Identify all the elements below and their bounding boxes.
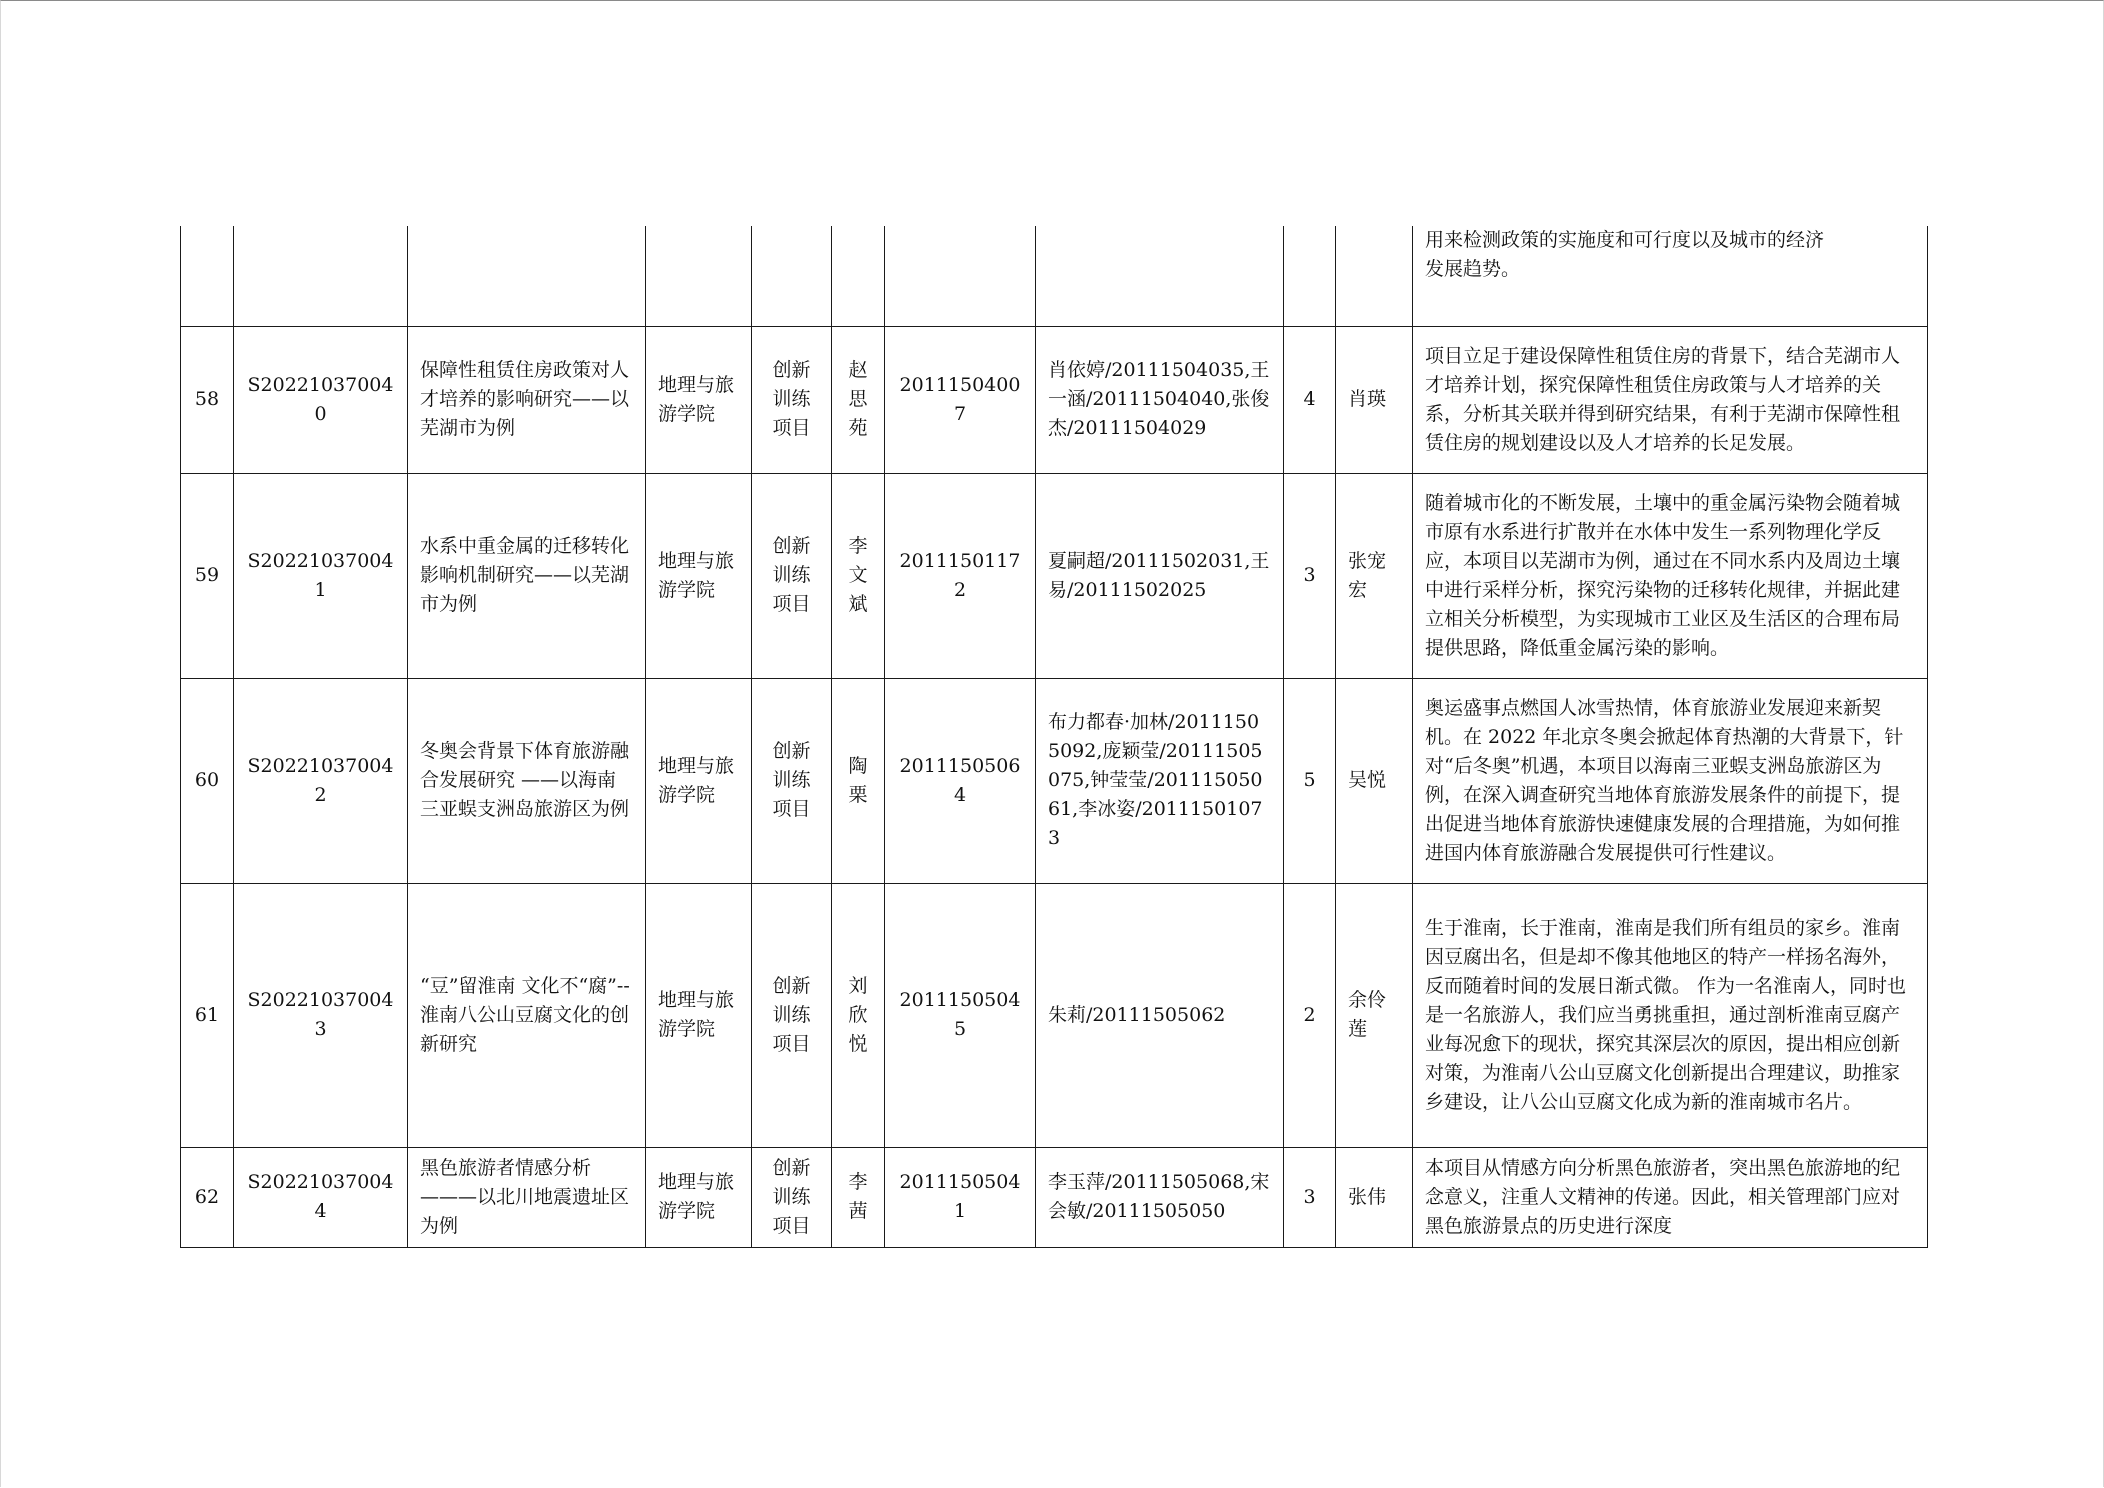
table-row (181, 326, 1928, 473)
project-type: 创新训练项目 (752, 1147, 832, 1247)
table-row (181, 1147, 1928, 1247)
members: 肖依婷/20111504035,王一涵/20111504040,张俊杰/20111504029 (1036, 326, 1284, 473)
college: 地理与旅游学院 (646, 883, 752, 1147)
project-type: 创新训练项目 (752, 326, 832, 473)
cell-empty (832, 226, 885, 326)
members: 夏嗣超/20111502031,王易/20111502025 (1036, 473, 1284, 678)
project-title: 黑色旅游者情感分析———以北川地震遗址区为例 (408, 1147, 646, 1247)
leader-name: 李文斌 (832, 473, 885, 678)
project-title: “豆”留淮南 文化不“腐”--淮南八公山豆腐文化的创新研究 (408, 883, 646, 1147)
cell-empty (1336, 226, 1413, 326)
leader-name: 刘欣悦 (832, 883, 885, 1147)
college: 地理与旅游学院 (646, 473, 752, 678)
leader-name: 赵思苑 (832, 326, 885, 473)
row-number: 59 (181, 473, 234, 678)
advisor: 肖瑛 (1336, 326, 1413, 473)
project-code: S202210370040 (234, 326, 408, 473)
cell-empty (752, 226, 832, 326)
row-number: 58 (181, 326, 234, 473)
project-title: 保障性租赁住房政策对人才培养的影响研究——以芜湖市为例 (408, 326, 646, 473)
project-summary: 项目立足于建设保障性租赁住房的背景下，结合芜湖市人才培养计划，探究保障性租赁住房政策与人才培养的关系，分析其关联并得到研究结果，有利于芜湖市保障性租赁住房的规划建设以及人才培养的长足发展。 (1413, 326, 1928, 473)
project-code: S202210370042 (234, 678, 408, 883)
advisor: 张宠宏 (1336, 473, 1413, 678)
project-code: S202210370041 (234, 473, 408, 678)
cell-empty (885, 226, 1036, 326)
leader-id: 20111505041 (885, 1147, 1036, 1247)
project-code: S202210370044 (234, 1147, 408, 1247)
member-count: 3 (1284, 473, 1336, 678)
row-number: 60 (181, 678, 234, 883)
advisor: 余伶莲 (1336, 883, 1413, 1147)
project-table (180, 226, 1928, 1248)
cell-empty (646, 226, 752, 326)
leader-id: 20111501172 (885, 473, 1036, 678)
leader-name: 李茜 (832, 1147, 885, 1247)
project-type: 创新训练项目 (752, 883, 832, 1147)
project-type: 创新训练项目 (752, 678, 832, 883)
project-type: 创新训练项目 (752, 473, 832, 678)
cell-empty (181, 226, 234, 326)
project-code: S202210370043 (234, 883, 408, 1147)
leader-name: 陶栗 (832, 678, 885, 883)
advisor: 吴悦 (1336, 678, 1413, 883)
leader-id: 20111505045 (885, 883, 1036, 1147)
summary-line: 发展趋势。 (1425, 258, 1521, 280)
member-count: 4 (1284, 326, 1336, 473)
row-number: 61 (181, 883, 234, 1147)
cell-empty (1036, 226, 1284, 326)
leader-id: 20111505064 (885, 678, 1036, 883)
table-row (181, 678, 1928, 883)
member-count: 2 (1284, 883, 1336, 1147)
project-summary: 生于淮南，长于淮南，淮南是我们所有组员的家乡。淮南因豆腐出名，但是却不像其他地区的特产一样扬名海外， 反而随着时间的发展日渐式微。 作为一名淮南人，同时也是一名旅游人，我们应当勇挑重担，通过剖析淮南豆腐产业每况愈下的现状，探究其深层次的原因，提出相应创新对策，为淮南八公山豆腐文化创新提出合理建议，助推家乡建设，让八公山豆腐文化成为新的淮南城市名片。 (1413, 883, 1928, 1147)
leader-id: 20111504007 (885, 326, 1036, 473)
table-row (181, 473, 1928, 678)
project-summary: 本项目从情感方向分析黑色旅游者，突出黑色旅游地的纪念意义，注重人文精神的传递。因此，相关管理部门应对黑色旅游景点的历史进行深度 (1413, 1147, 1928, 1247)
table-row (181, 883, 1928, 1147)
members: 李玉萍/20111505068,宋会敏/20111505050 (1036, 1147, 1284, 1247)
cell-empty (408, 226, 646, 326)
advisor: 张伟 (1336, 1147, 1413, 1247)
project-title: 水系中重金属的迁移转化影响机制研究——以芜湖市为例 (408, 473, 646, 678)
member-count: 5 (1284, 678, 1336, 883)
members: 朱莉/20111505062 (1036, 883, 1284, 1147)
summary-line: 用来检测政策的实施度和可行度以及城市的经济 (1425, 229, 1825, 251)
project-summary: 奥运盛事点燃国人冰雪热情，体育旅游业发展迎来新契机。在 2022 年北京冬奥会掀起体育热潮的大背景下，针对“后冬奥”机遇，本项目以海南三亚蜈支洲岛旅游区为例，在深入调查研究当地体育旅游发展条件的前提下，提出促进当地体育旅游快速健康发展的合理措施，为如何推进国内体育旅游融合发展提供可行性建议。 (1413, 678, 1928, 883)
member-count: 3 (1284, 1147, 1336, 1247)
college: 地理与旅游学院 (646, 678, 752, 883)
cell-empty (1284, 226, 1336, 326)
table-row-continuation (181, 226, 1928, 326)
college: 地理与旅游学院 (646, 326, 752, 473)
project-summary: 随着城市化的不断发展，土壤中的重金属污染物会随着城市原有水系进行扩散并在水体中发生一系列物理化学反应，本项目以芜湖市为例，通过在不同水系内及周边土壤中进行采样分析，探究污染物的迁移转化规律，并据此建立相关分析模型，为实现城市工业区及生活区的合理布局提供思路，降低重金属污染的影响。 (1413, 473, 1928, 678)
row-number: 62 (181, 1147, 234, 1247)
members: 布力都春·加林/20111505092,庞颖莹/20111505075,钟莹莹/20111505061,李冰姿/20111501073 (1036, 678, 1284, 883)
cell-empty (234, 226, 408, 326)
summary-continuation-cell (1413, 226, 1928, 326)
college: 地理与旅游学院 (646, 1147, 752, 1247)
project-title: 冬奥会背景下体育旅游融合发展研究 ——以海南三亚蜈支洲岛旅游区为例 (408, 678, 646, 883)
